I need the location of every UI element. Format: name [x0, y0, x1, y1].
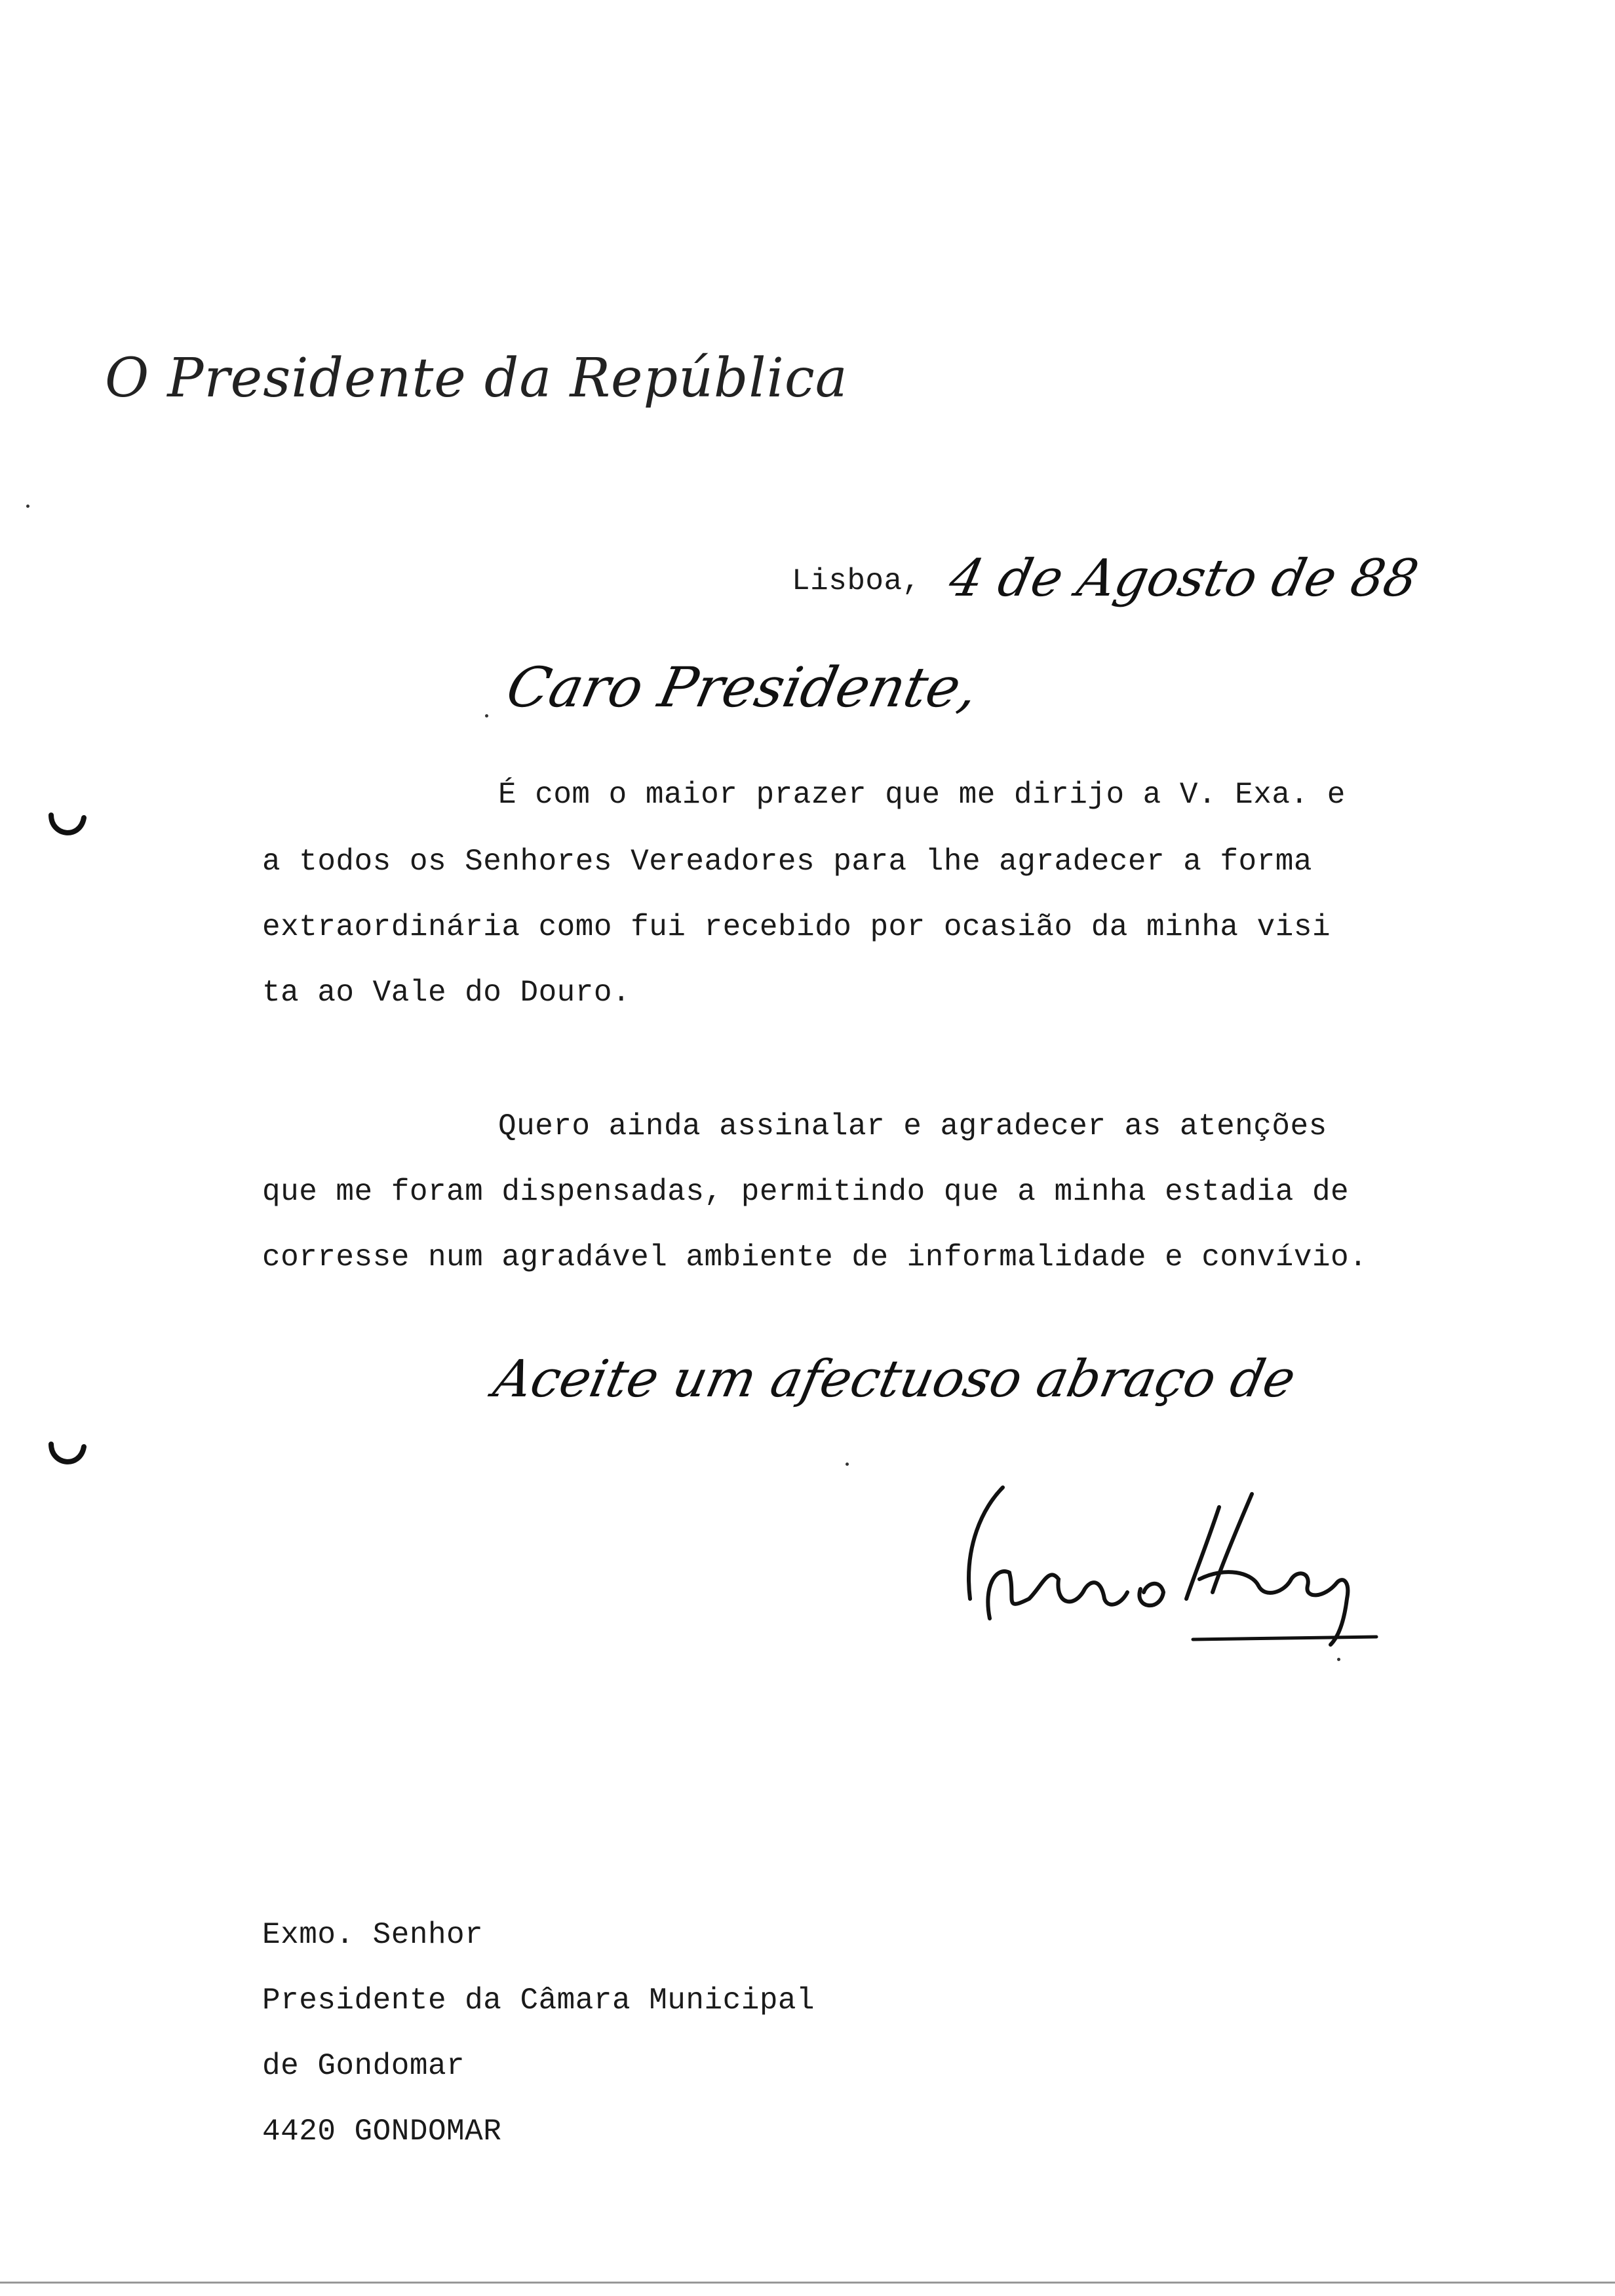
paragraph2-line: que me foram dispensadas, permitindo que a minha estadia de [262, 1175, 1350, 1209]
signature-drawing [944, 1468, 1403, 1664]
scan-speck [26, 505, 29, 508]
paragraph1-line: ta ao Vale do Douro. [262, 976, 631, 1010]
salutation: Caro Presidente, [501, 655, 984, 719]
scan-edge-line [0, 2282, 1615, 2284]
letterhead: O Presidente da República [105, 347, 848, 410]
recipient-line: Presidente da Câmara Municipal [262, 1983, 815, 2018]
paragraph2-line: Quero ainda assinalar e agradecer as atenções [498, 1109, 1327, 1143]
recipient-line: de Gondomar [262, 2049, 465, 2083]
scan-speck [1337, 1658, 1340, 1661]
handwritten-closing: Aceite um afectuoso abraço de [488, 1350, 1301, 1409]
place: Lisboa, [792, 564, 921, 598]
paragraph1-line: É com o maior prazer que me dirijo a V. Exa. e [498, 778, 1346, 812]
recipient-line: 4420 GONDOMAR [262, 2114, 502, 2149]
scan-speck [846, 1463, 849, 1466]
paragraph1-line: extraordinária como fui recebido por ocasião da minha visi [262, 910, 1331, 944]
paragraph2-line: corresse num agradável ambiente de informalidade e convívio. [262, 1240, 1368, 1274]
recipient-line: Exmo. Senhor [262, 1918, 484, 1952]
scan-speck [485, 714, 488, 718]
handwritten-date: 4 de Agosto de 88 [944, 549, 1424, 608]
paragraph1-line: a todos os Senhores Vereadores para lhe agradecer a forma [262, 845, 1312, 879]
punch-hole-mark [46, 1435, 87, 1476]
punch-hole-mark [46, 806, 87, 847]
